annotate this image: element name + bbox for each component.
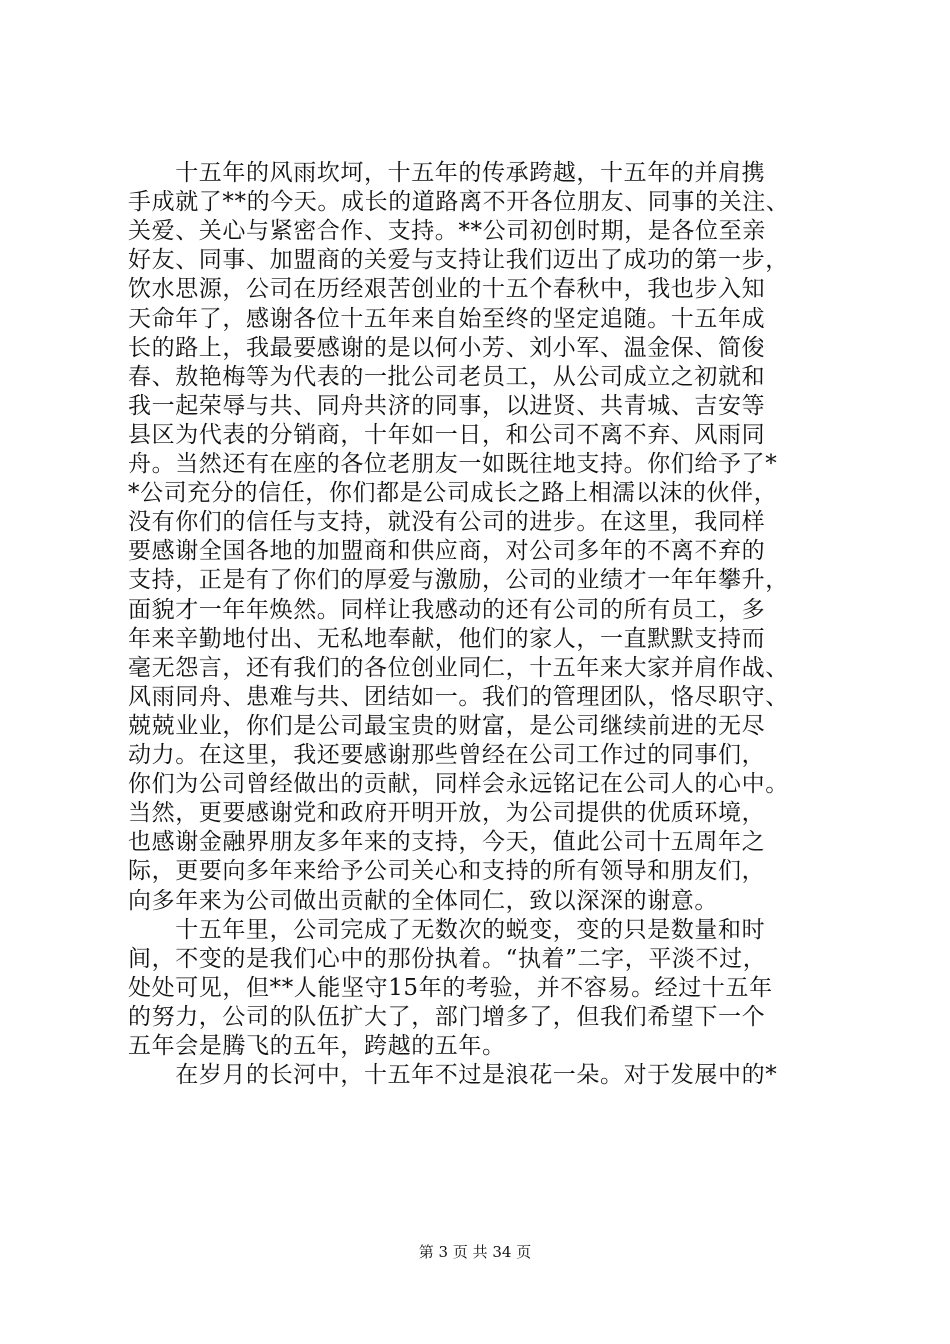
text-line: 十五年里，公司完成了无数次的蜕变，变的只是数量和时: [128, 916, 766, 943]
text-line: 的努力，公司的队伍扩大了，部门增多了，但我们希望下一个: [128, 1003, 766, 1030]
text-line: 在岁月的长河中，十五年不过是浪花一朵。对于发展中的*: [128, 1062, 778, 1089]
text-line: 也感谢金融界朋友多年来的支持，今天，值此公司十五周年之: [128, 829, 766, 856]
text-line: 处处可见，但**人能坚守15年的考验，并不容易。经过十五年: [128, 974, 773, 1001]
text-line: 面貌才一年年焕然。同样让我感动的还有公司的所有员工，多: [128, 596, 766, 623]
text-line: 际，更要向多年来给予公司关心和支持的所有领导和朋友们，: [128, 858, 766, 885]
text-line: 间，不变的是我们心中的那份执着。“执着”二字，平淡不过，: [128, 945, 767, 972]
text-line: 要感谢全国各地的加盟商和供应商，对公司多年的不离不弃的: [128, 538, 766, 565]
text-line: 你们为公司曾经做出的贡献，同样会永远铭记在公司人的心中。: [128, 771, 789, 798]
text-line: 饮水思源，公司在历经艰苦创业的十五个春秋中，我也步入知: [128, 276, 766, 303]
text-line: 我一起荣辱与共、同舟共济的同事，以进贤、共青城、吉安等: [128, 392, 766, 419]
text-line: 手成就了**的今天。成长的道路离不开各位朋友、同事的关注、: [128, 189, 790, 216]
text-line: 年来辛勤地付出、无私地奉献，他们的家人，一直默默支持而: [128, 625, 766, 652]
text-line: 兢兢业业，你们是公司最宝贵的财富，是公司继续前进的无尽: [128, 712, 766, 739]
text-line: 关爱、关心与紧密合作、支持。**公司初创时期，是各位至亲: [128, 218, 766, 245]
text-line: 当然，更要感谢党和政府开明开放，为公司提供的优质环境，: [128, 800, 766, 827]
text-line: 没有你们的信任与支持，就没有公司的进步。在这里，我同样: [128, 509, 766, 536]
text-line: 县区为代表的分销商，十年如一日，和公司不离不弃、风雨同: [128, 421, 766, 448]
page-footer: 第 3 页 共 34 页: [418, 1243, 532, 1261]
text-line: 天命年了，感谢各位十五年来自始至终的坚定追随。十五年成: [128, 305, 766, 332]
text-line: 好友、同事、加盟商的关爱与支持让我们迈出了成功的第一步，: [128, 247, 789, 274]
text-line: 舟。当然还有在座的各位老朋友一如既往地支持。你们给予了*: [128, 451, 778, 477]
text-line: 十五年的风雨坎坷，十五年的传承跨越，十五年的并肩携: [128, 160, 766, 186]
text-line: 毫无怨言，还有我们的各位创业同仁，十五年来大家并肩作战、: [128, 654, 789, 681]
text-line: 向多年来为公司做出贡献的全体同仁，致以深深的谢意。: [128, 887, 718, 914]
text-line: 五年会是腾飞的五年，跨越的五年。: [128, 1033, 506, 1059]
text-line: 春、敖艳梅等为代表的一批公司老员工，从公司成立之初就和: [128, 363, 766, 390]
text-line: *公司充分的信任，你们都是公司成长之路上相濡以沫的伙伴，: [128, 480, 778, 507]
text-line: 长的路上，我最要感谢的是以何小芳、刘小军、温金保、简俊: [128, 334, 766, 361]
text-line: 支持，正是有了你们的厚爱与激励，公司的业绩才一年年攀升，: [128, 567, 789, 594]
text-line: 动力。在这里，我还要感谢那些曾经在公司工作过的同事们，: [128, 742, 766, 768]
text-line: 风雨同舟、患难与共、团结如一。我们的管理团队，恪尽职守、: [128, 683, 789, 710]
